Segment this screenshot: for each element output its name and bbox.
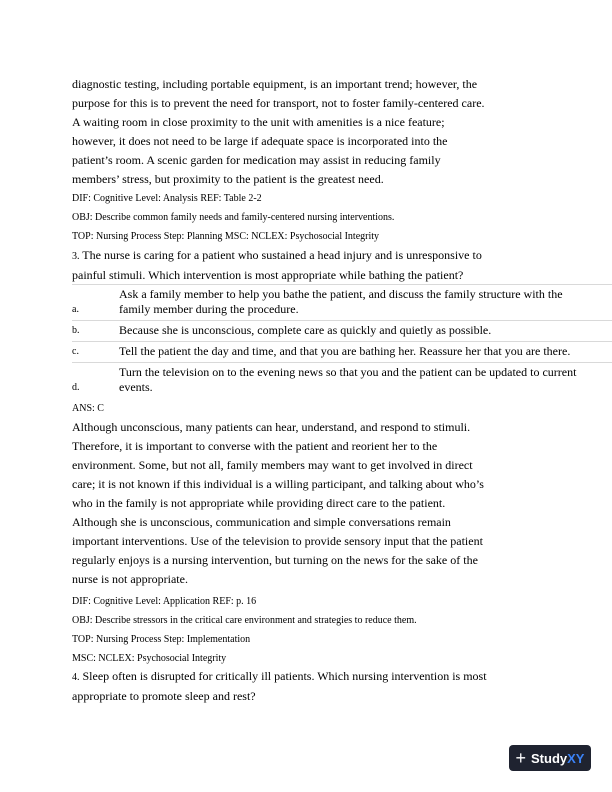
dif-ref-line: DIF: Cognitive Level: Application REF: p. 16 (72, 596, 257, 607)
text-line: purpose for this is to prevent the need for transport, not to foster family-centered care. (72, 96, 485, 110)
answer-key (72, 399, 612, 418)
answer-options-table (72, 284, 612, 398)
text-line: who in the family is not appropriate while providing direct care to the patient. (72, 496, 446, 510)
obj-line: OBJ: Describe stressors in the critical care environment and strategies to reduce them. (72, 615, 417, 626)
top-msc-line: TOP: Nursing Process Step: Planning MSC: NCLEX: Psychosocial Integrity (72, 231, 380, 242)
text-line: important interventions. Use of the television to provide sensory input that the patient (72, 534, 483, 548)
text-line: Therefore, it is important to converse with the patient and reorient her to the (72, 439, 438, 453)
rationale-paragraph-q2 (72, 75, 612, 189)
answer-line: ANS: C (72, 403, 104, 414)
obj-line: OBJ: Describe common family needs and family-centered nursing interventions. (72, 212, 395, 223)
option-text: Turn the television on to the evening news so that you and the patient can be updated to current events. (119, 365, 577, 394)
text-line: environment. Some, but not all, family members may want to get involved in direct (72, 458, 473, 472)
option-text: Because she is unconscious, complete care as quickly and quietly as possible. (119, 323, 492, 337)
question-4-stem (72, 667, 612, 706)
option-letter: b. (72, 325, 80, 336)
option-text: Ask a family member to help you bathe the patient, and discuss the family structure with the family member during the procedure. (119, 287, 563, 316)
question-number: 3. (72, 251, 80, 262)
option-row-a (72, 284, 612, 320)
text-line: members’ stress, but proximity to the patient is the greatest need. (72, 172, 384, 186)
question-stem-line: appropriate to promote sleep and rest? (72, 689, 256, 703)
msc-line: MSC: NCLEX: Psychosocial Integrity (72, 653, 227, 664)
top-line: TOP: Nursing Process Step: Implementation (72, 634, 251, 645)
text-line: patient’s room. A scenic garden for medication may assist in reducing family (72, 153, 441, 167)
text-line: A waiting room in close proximity to the unit with amenities is a nice feature; (72, 115, 445, 129)
question-number: 4. (72, 672, 80, 683)
option-text: Tell the patient the day and time, and that you are bathing her. Reassure her that you are there. (119, 344, 571, 358)
option-row-b (72, 320, 612, 341)
studyxy-logo[interactable] (509, 745, 591, 771)
text-line: nurse is not appropriate. (72, 572, 188, 586)
option-letter: a. (72, 304, 79, 315)
plus-icon: + (515, 748, 527, 768)
option-letter: c. (72, 346, 79, 357)
logo-text-accent: XY (567, 750, 585, 766)
text-line: regularly enjoys is a nursing intervention, but turning on the news for the sake of the (72, 553, 478, 567)
question-metadata-q3 (72, 592, 612, 668)
text-line: Although unconscious, many patients can hear, understand, and respond to stimuli. (72, 420, 471, 434)
dif-ref-line: DIF: Cognitive Level: Analysis REF: Table 2-2 (72, 193, 262, 204)
option-row-c (72, 341, 612, 362)
option-row-d (72, 362, 612, 398)
question-stem-line: 4. Sleep often is disrupted for critically ill patients. Which nursing intervention is most (72, 669, 487, 683)
text-line: Although she is unconscious, communication and simple conversations remain (72, 515, 451, 529)
question-stem-line: painful stimuli. Which intervention is most appropriate while bathing the patient? (72, 268, 464, 282)
logo-text: Study (531, 750, 568, 766)
text-line: however, it does not need to be large if adequate space is incorporated into the (72, 134, 448, 148)
rationale-paragraph-q3 (72, 418, 612, 589)
option-letter: d. (72, 382, 80, 393)
question-3-stem (72, 246, 612, 285)
question-metadata-q2 (72, 189, 612, 246)
text-line: diagnostic testing, including portable equipment, is an important trend; however, the (72, 77, 478, 91)
text-line: care; it is not known if this individual is a willing participant, and talking about who’s (72, 477, 484, 491)
question-stem-line: 3. The nurse is caring for a patient who sustained a head injury and is unresponsive to (72, 248, 482, 262)
